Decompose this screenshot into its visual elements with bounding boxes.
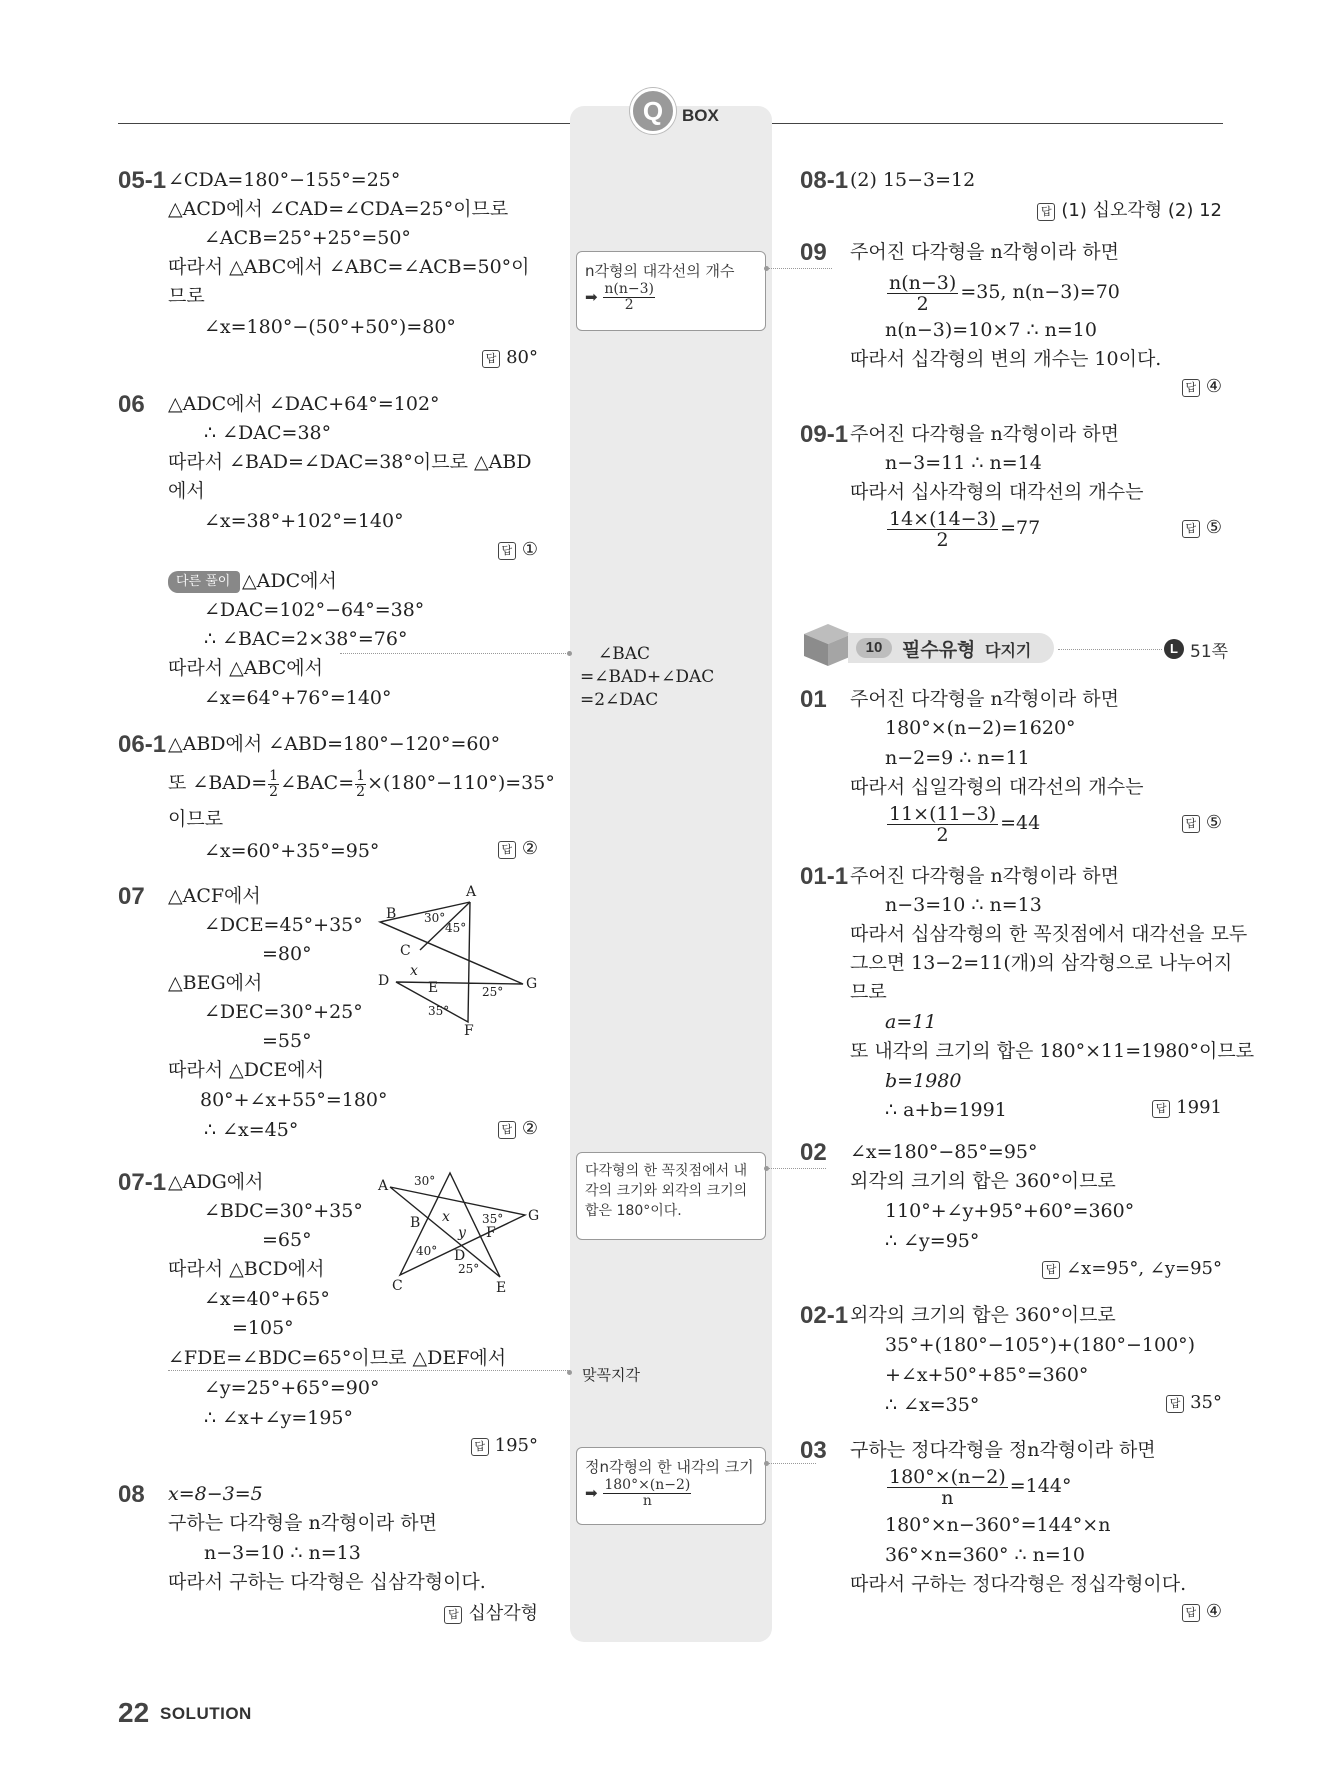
section-number: 10 bbox=[856, 638, 892, 658]
problem-number: 09 bbox=[800, 239, 827, 266]
solution-line: ∴ ∠x+∠y=195° bbox=[204, 1407, 354, 1429]
problem-number: 08-1 bbox=[800, 167, 849, 194]
solution-line: △ACF에서 bbox=[168, 885, 261, 907]
solution-line: =80° bbox=[262, 943, 312, 965]
qbox-note: n각형의 대각선의 개수 ➡ $\frac{n(n-3)}{2}$ bbox=[576, 251, 766, 331]
problem-number: 06-1 bbox=[118, 731, 167, 758]
star-figure-07 bbox=[370, 882, 550, 1037]
solution-line: 따라서 구하는 정다각형은 정십각형이다. bbox=[850, 1573, 1187, 1595]
problem-number: 03 bbox=[800, 1437, 827, 1464]
solution-line: 에서 bbox=[168, 480, 205, 502]
solution-line: ∴ a+b=1991 bbox=[885, 1099, 1007, 1121]
solution-line: ∴ ∠x=45° bbox=[204, 1119, 299, 1141]
qbox-badge: Q bbox=[630, 88, 676, 134]
solution-line: 주어진 다각형을 n각형이라 하면 bbox=[850, 241, 1119, 263]
angle-label: x bbox=[442, 1209, 450, 1225]
solution-line: ∴ ∠y=95° bbox=[885, 1230, 980, 1252]
solution-line: n−3=11 ∴ n=14 bbox=[885, 452, 1042, 474]
solution-line: 따라서 구하는 다각형은 십삼각형이다. bbox=[168, 1571, 486, 1593]
leader-dot bbox=[567, 1370, 572, 1375]
problem-number: 05-1 bbox=[118, 167, 167, 194]
problem-number: 01-1 bbox=[800, 863, 849, 890]
vertex-label: G bbox=[526, 976, 538, 992]
answer-icon: 답 bbox=[1166, 1395, 1184, 1413]
page-ref-icon: L bbox=[1164, 639, 1184, 659]
angle-label: 25° bbox=[458, 1262, 480, 1276]
solution-line: ∠x=64°+76°=140° bbox=[204, 687, 392, 709]
solution-line: ∠y=25°+65°=90° bbox=[204, 1377, 380, 1399]
answer: 답 ② bbox=[498, 838, 538, 859]
answer: 답 80° bbox=[482, 347, 538, 368]
answer-icon: 답 bbox=[471, 1438, 489, 1456]
vertex-label: E bbox=[428, 980, 439, 996]
solution-line: 80°+∠x+55°=180° bbox=[200, 1089, 388, 1111]
solution-line: (2) 15−3=12 bbox=[850, 169, 976, 191]
fraction: $\frac{n(n-3)}{2}$ bbox=[889, 271, 957, 315]
solution-line: =105° bbox=[232, 1317, 294, 1339]
solution-line: ∴ ∠x=35° bbox=[885, 1394, 980, 1416]
solution-line: $\frac{14\times(14-3)}{2}$ =77 bbox=[889, 507, 1041, 551]
solution-line: 36°×n=360° ∴ n=10 bbox=[885, 1544, 1086, 1566]
leader-line bbox=[168, 1370, 570, 1371]
problem-number: 01 bbox=[800, 686, 827, 713]
solution-line: x=8−3=5 bbox=[168, 1483, 263, 1505]
solution-line: 주어진 다각형을 n각형이라 하면 bbox=[850, 865, 1119, 887]
vertex-label: D bbox=[454, 1248, 466, 1264]
answer: 답 ④ bbox=[1182, 1601, 1222, 1622]
solution-line: △ADG에서 bbox=[168, 1171, 264, 1193]
solution-line: 므로 bbox=[850, 981, 887, 1003]
section-subtitle: 다지기 bbox=[985, 641, 1032, 660]
solution-line: △BEG에서 bbox=[168, 972, 263, 994]
angle-label: 35° bbox=[482, 1212, 504, 1226]
alt-solution-badge: 다른 풀이 bbox=[168, 571, 240, 593]
star-figure-07-1 bbox=[370, 1165, 550, 1295]
answer-icon: 답 bbox=[1182, 1604, 1200, 1622]
fraction: $\frac{1}{2}$ bbox=[269, 767, 279, 800]
leader-line bbox=[1058, 649, 1162, 650]
leader-dot bbox=[764, 266, 769, 271]
solution-line: ∠DCE=45°+35° bbox=[204, 914, 363, 936]
solution-line: n−3=10 ∴ n=13 bbox=[885, 894, 1042, 916]
solution-line: 주어진 다각형을 n각형이라 하면 bbox=[850, 423, 1119, 445]
solution-line: ∠CDA=180°−155°=25° bbox=[168, 169, 401, 191]
problem-number: 06 bbox=[118, 391, 145, 418]
solution-line: 그으면 13−2=11(개)의 삼각형으로 나누어지 bbox=[850, 952, 1233, 974]
answer: 답 ⑤ bbox=[1182, 812, 1222, 833]
answer: 답 195° bbox=[471, 1435, 538, 1456]
answer-icon: 답 bbox=[1152, 1100, 1170, 1118]
solution-line: ∠ACB=25°+25°=50° bbox=[204, 227, 411, 249]
solution-line: 구하는 다각형을 n각형이라 하면 bbox=[168, 1512, 437, 1534]
solution-line: 35°+(180°−105°)+(180°−100°) bbox=[885, 1334, 1196, 1356]
answer: 답 십삼각형 bbox=[444, 1599, 538, 1625]
leader-dot bbox=[764, 1166, 769, 1171]
answer-icon: 답 bbox=[1042, 1261, 1060, 1279]
solution-line: ∠DEC=30°+25° bbox=[204, 1001, 363, 1023]
vertex-label: A bbox=[466, 884, 477, 900]
answer: 답 1991 bbox=[1152, 1097, 1222, 1118]
solution-line: ∴ ∠BAC=2×38°=76° bbox=[204, 628, 408, 650]
problem-number: 08 bbox=[118, 1481, 145, 1508]
problem-number: 09-1 bbox=[800, 421, 849, 448]
answer-icon: 답 bbox=[498, 1121, 516, 1139]
angle-label: x bbox=[410, 963, 418, 979]
solution-line: 180°×n−360°=144°×n bbox=[885, 1514, 1111, 1536]
answer: 답 ⑤ bbox=[1182, 517, 1222, 538]
problem-number: 07-1 bbox=[118, 1169, 167, 1196]
page-ref: 51쪽 bbox=[1190, 642, 1229, 662]
solution-line: =55° bbox=[262, 1030, 312, 1052]
solution-line: a=11 bbox=[885, 1011, 937, 1033]
answer-icon: 답 bbox=[1182, 815, 1200, 833]
solution-line: 180°×(n−2)=1620° bbox=[885, 717, 1076, 739]
footer-brand: SOLUTION bbox=[160, 1704, 252, 1723]
answer: 답 (1) 십오각형 (2) 12 bbox=[1037, 196, 1222, 222]
angle-label: 30° bbox=[414, 1174, 436, 1188]
leader-dot bbox=[764, 1461, 769, 1466]
solution-line: 110°+∠y+95°+60°=360° bbox=[885, 1200, 1135, 1222]
solution-line: b=1980 bbox=[885, 1070, 962, 1092]
angle-label: 25° bbox=[482, 985, 504, 999]
fraction: $\frac{180^\circ\times(n-2)}{n}$ bbox=[889, 1465, 1006, 1509]
solution-line: 따라서 ∠BAD=∠DAC=38°이므로 △ABD bbox=[168, 451, 532, 473]
solution-line: ∠DAC=102°−64°=38° bbox=[204, 599, 425, 621]
solution-line: 따라서 △BCD에서 bbox=[168, 1258, 325, 1280]
answer-icon: 답 bbox=[1037, 203, 1055, 221]
solution-line: △ABD에서 ∠ABD=180°−120°=60° bbox=[168, 733, 501, 755]
qbox-note: 다각형의 한 꼭짓점에서 내각의 크기와 외각의 크기의 합은 180°이다. bbox=[576, 1152, 766, 1240]
solution-line: n−3=10 ∴ n=13 bbox=[204, 1542, 361, 1564]
solution-line: 따라서 십각형의 변의 개수는 10이다. bbox=[850, 348, 1162, 370]
leader-line bbox=[340, 653, 570, 654]
solution-line: 따라서 △ABC에서 ∠ABC=∠ACB=50°이 bbox=[168, 256, 530, 278]
answer-icon: 답 bbox=[1182, 379, 1200, 397]
leader-line bbox=[766, 1168, 826, 1169]
fraction: $\frac{1}{2}$ bbox=[356, 767, 366, 800]
answer: 답 ∠x=95°, ∠y=95° bbox=[1042, 1258, 1222, 1279]
vertex-label: B bbox=[386, 906, 397, 922]
vertex-label: G bbox=[528, 1208, 540, 1224]
vertex-label: A bbox=[378, 1178, 389, 1194]
answer-icon: 답 bbox=[444, 1606, 462, 1624]
vertex-label: E bbox=[496, 1280, 507, 1295]
vertex-label: B bbox=[410, 1215, 421, 1231]
solution-line: 외각의 크기의 합은 360°이므로 bbox=[850, 1304, 1116, 1326]
answer: 답 ④ bbox=[1182, 376, 1222, 397]
section-title: 필수유형 bbox=[902, 639, 976, 661]
solution-line: ∠FDE=∠BDC=65°이므로 △DEF에서 bbox=[168, 1347, 507, 1369]
answer: 답 35° bbox=[1166, 1392, 1222, 1413]
qbox-note: ∠BAC =∠BAD+∠DAC =2∠DAC bbox=[580, 644, 715, 710]
solution-line: 또 내각의 크기의 합은 180°×11=1980°이므로 bbox=[850, 1040, 1255, 1062]
solution-line: 따라서 △ABC에서 bbox=[168, 657, 323, 679]
solution-line: ∠x=40°+65° bbox=[204, 1288, 330, 1310]
solution-line: ∠x=60°+35°=95° bbox=[204, 840, 380, 862]
solution-line: n(n−3)=10×7 ∴ n=10 bbox=[885, 319, 1097, 341]
vertex-label: C bbox=[392, 1278, 403, 1294]
answer: 답 ② bbox=[498, 1118, 538, 1139]
solution-line: ∠x=180°−85°=95° bbox=[850, 1141, 1038, 1163]
answer-icon: 답 bbox=[482, 350, 500, 368]
solution-line: $\frac{180^\circ\times(n-2)}{n}$ =144° bbox=[889, 1465, 1072, 1509]
angle-label: 30° bbox=[424, 911, 446, 925]
solution-line: 므로 bbox=[168, 285, 205, 307]
solution-line: 주어진 다각형을 n각형이라 하면 bbox=[850, 688, 1119, 710]
solution-line: △ACD에서 ∠CAD=∠CDA=25°이므로 bbox=[168, 198, 509, 220]
problem-number: 02 bbox=[800, 1139, 827, 1166]
qbox-note: 맞꼭지각 bbox=[582, 1366, 640, 1384]
problem-number: 07 bbox=[118, 883, 145, 910]
leader-line bbox=[766, 268, 832, 269]
leader-dot bbox=[567, 651, 572, 656]
qbox-column bbox=[570, 106, 772, 1642]
solution-line: 따라서 십삼각형의 한 꼭짓점에서 대각선을 모두 bbox=[850, 923, 1248, 945]
answer-icon: 답 bbox=[498, 841, 516, 859]
solution-line: ∴ ∠DAC=38° bbox=[204, 422, 332, 444]
solution-line: n−2=9 ∴ n=11 bbox=[885, 747, 1030, 769]
vertex-label: C bbox=[400, 943, 411, 959]
solution-line: 외각의 크기의 합은 360°이므로 bbox=[850, 1170, 1116, 1192]
section-cube-icon bbox=[802, 622, 854, 668]
solution-line: $\frac{11\times(11-3)}{2}$ =44 bbox=[889, 802, 1041, 846]
angle-label: y bbox=[458, 1225, 466, 1241]
solution-line: +∠x+50°+85°=360° bbox=[885, 1364, 1089, 1386]
solution-line: 이므로 bbox=[168, 808, 224, 830]
solution-line: ∠BDC=30°+35° bbox=[204, 1200, 363, 1222]
solution-line: 따라서 십일각형의 대각선의 개수는 bbox=[850, 776, 1144, 798]
qbox-note: 정n각형의 한 내각의 크기 ➡ $\frac{180^\circ\times(n-2)}{n}$ bbox=[576, 1447, 766, 1525]
problem-number: 02-1 bbox=[800, 1302, 849, 1329]
answer: 답 ① bbox=[498, 539, 538, 560]
answer-icon: 답 bbox=[498, 542, 516, 560]
solution-line: ∠x=38°+102°=140° bbox=[204, 510, 404, 532]
angle-label: 40° bbox=[416, 1244, 438, 1258]
solution-line: △ADC에서 ∠DAC+64°=102° bbox=[168, 393, 440, 415]
solution-line: =65° bbox=[262, 1229, 312, 1251]
vertex-label: F bbox=[486, 1225, 496, 1241]
solution-line: 따라서 십사각형의 대각선의 개수는 bbox=[850, 481, 1144, 503]
fraction: $\frac{11\times(11-3)}{2}$ bbox=[889, 802, 997, 846]
vertex-label: F bbox=[464, 1023, 474, 1037]
page-number: 22 bbox=[118, 1697, 150, 1728]
solution-line: 또 ∠BAD= $\frac{1}{2}$ ∠BAC= $\frac{1}{2}$ ×(180°−110°)=35° bbox=[168, 767, 555, 800]
vertex-label: D bbox=[378, 973, 390, 989]
qbox-label: BOX bbox=[682, 106, 719, 125]
solution-line: $\frac{n(n-3)}{2}$ =35, n(n−3)=70 bbox=[889, 271, 1120, 315]
solution-line: △ADC에서 bbox=[242, 570, 337, 592]
solution-line: 따라서 △DCE에서 bbox=[168, 1059, 325, 1081]
fraction: $\frac{14\times(14-3)}{2}$ bbox=[889, 507, 997, 551]
solution-line: 구하는 정다각형을 정n각형이라 하면 bbox=[850, 1439, 1156, 1461]
angle-label: 35° bbox=[428, 1004, 450, 1018]
solution-line: ∠x=180°−(50°+50°)=80° bbox=[204, 316, 456, 338]
angle-label: 45° bbox=[445, 921, 467, 935]
answer-icon: 답 bbox=[1182, 520, 1200, 538]
